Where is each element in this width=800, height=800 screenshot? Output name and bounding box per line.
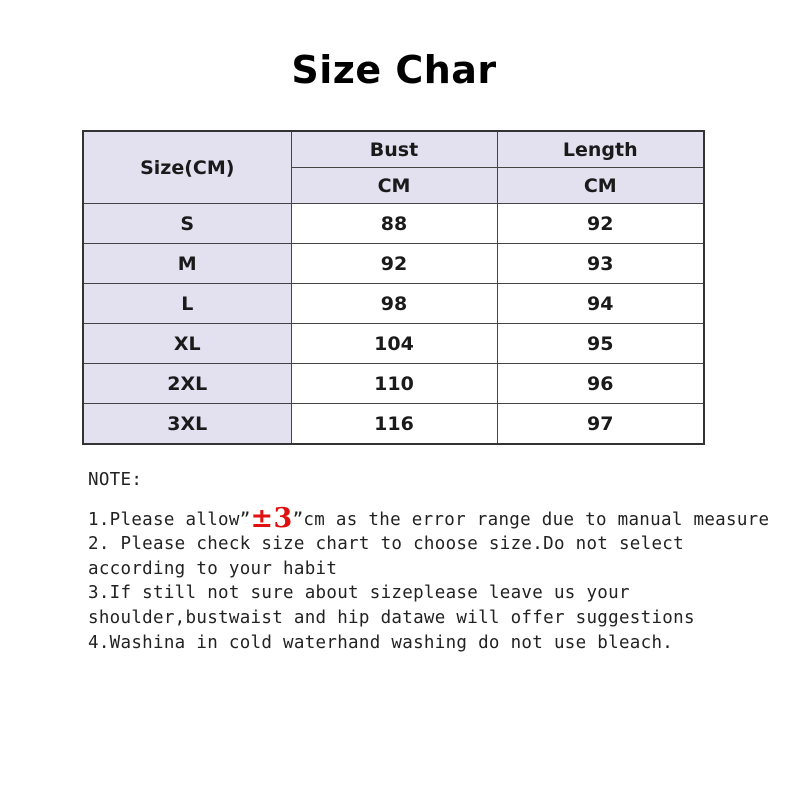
size-column-header: Size(CM) [83, 131, 291, 204]
size-cell: M [83, 244, 291, 284]
size-chart-table [82, 130, 705, 445]
size-cell: 3XL [83, 404, 291, 445]
table-header-row [83, 131, 704, 168]
length-cell: 92 [497, 204, 704, 244]
table-row [83, 204, 704, 244]
tolerance-value: ±3 [250, 502, 293, 534]
size-cell: 2XL [83, 364, 291, 404]
bust-unit-header: CM [291, 168, 497, 204]
table-row [83, 284, 704, 324]
length-cell: 96 [497, 364, 704, 404]
bust-cell: 88 [291, 204, 497, 244]
table-row [83, 364, 704, 404]
notes-heading: NOTE: [88, 470, 143, 490]
bust-cell: 116 [291, 404, 497, 445]
table-row [83, 244, 704, 284]
bust-cell: 92 [291, 244, 497, 284]
size-cell: S [83, 204, 291, 244]
table-row [83, 324, 704, 364]
note-3: 3.If still not sure about sizeplease leave us your shoulder,bustwaist and hip datawe will offer suggestions [88, 583, 695, 628]
notes-section [88, 468, 788, 655]
length-column-header: Length [497, 131, 704, 168]
bust-column-header: Bust [291, 131, 497, 168]
page-title: Size Char [291, 48, 497, 92]
note-1-prefix: 1.Please allow” [88, 509, 251, 530]
bust-cell: 104 [291, 324, 497, 364]
note-4: 4.Washina in cold waterhand washing do not use bleach. [88, 632, 674, 653]
note-1-suffix: ”cm as the error range due to manual measure [292, 509, 770, 530]
table-row [83, 404, 704, 445]
bust-cell: 110 [291, 364, 497, 404]
note-2: 2. Please check size chart to choose size.Do not select according to your habit [88, 534, 695, 579]
length-cell: 93 [497, 244, 704, 284]
note-1 [88, 502, 788, 534]
size-cell: L [83, 284, 291, 324]
length-cell: 97 [497, 404, 704, 445]
size-cell: XL [83, 324, 291, 364]
bust-cell: 98 [291, 284, 497, 324]
length-unit-header: CM [497, 168, 704, 204]
length-cell: 95 [497, 324, 704, 364]
length-cell: 94 [497, 284, 704, 324]
